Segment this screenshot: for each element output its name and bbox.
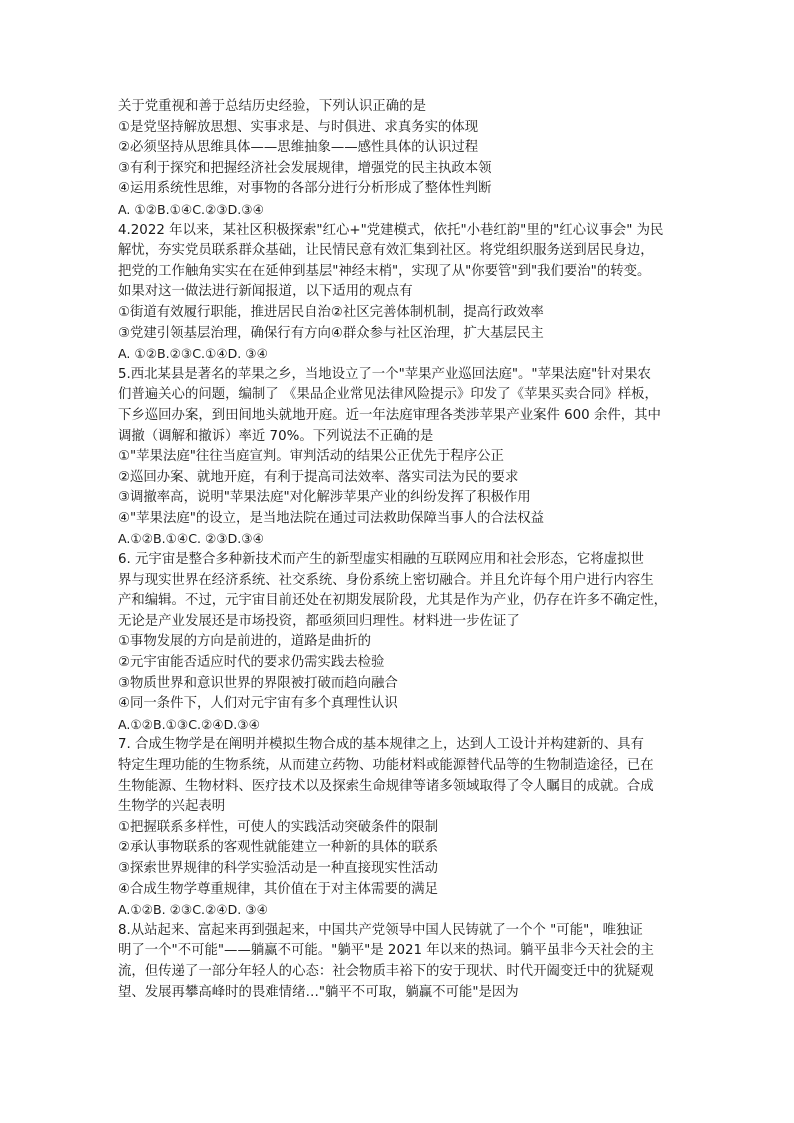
text-line: 明了一个"不可能"——躺赢不可能。"躺平"是 2021 年以来的热词。躺平虽非今天社会的主 xyxy=(118,943,654,959)
text-line: 流，但传递了一部分年轻人的心态：社会物质丰裕下的安于现状、时代开阖变迁中的犹疑观 xyxy=(118,963,654,979)
text-line: 解忧，夯实党员联系群众基础，让民情民意有效汇集到社区。将党组织服务送到居民身边， xyxy=(118,243,654,259)
option-statement: ②元宇宙能否适应时代的要求仍需实践去检验 xyxy=(118,655,385,671)
question-5: 5.西北某县是著名的苹果之乡，当地设立了一个"苹果产业巡回法庭"。"苹果法庭"针对果农 xyxy=(118,366,651,382)
text-line: 生物能源、生物材料、医疗技术以及探索生命规律等诸多领域取得了令人瞩目的成就。合成 xyxy=(118,778,654,794)
text-line: 无论是产业发展还是市场投资，都亟须回归理性。材料进一步佐证了 xyxy=(118,613,520,629)
text-line: 特定生理功能的生物系统，从而建立药物、功能材料或能源替代品等的生物制造途径，已在 xyxy=(118,758,654,773)
text-line: 望、发展再攀高峰时的畏难情绪…"躺平不可取，躺赢不可能"是因为 xyxy=(118,984,519,1000)
answer-choices: A.①②B.①④C. ②③D.③④ xyxy=(118,531,264,547)
answer-choices: A.①②B.①③C.②④D.③④ xyxy=(118,716,260,732)
text-line: 产和编辑。不过，元宇宙目前还处在初期发展阶段，尤其是作为产业，仍存在许多不确定性， xyxy=(118,593,668,609)
text-line: 们普遍关心的问题，编制了 《果品企业常见法律风险提示》印发了《苹果买卖合同》样板， xyxy=(118,387,658,403)
question-6: 6. 元宇宙是整合多种新技术而产生的新型虚实相融的互联网应用和社会形态，它将虚拟世 xyxy=(118,552,644,568)
option-statement: ①"苹果法庭"往往当庭宣判。审判活动的结果公正优先于程序公正 xyxy=(118,449,504,465)
question-8: 8.从站起来、富起来再到强起来，中国共产党领导中国人民铸就了一个个 "可能"，唯独证 xyxy=(118,922,643,938)
option-statement: ③物质世界和意识世界的界限被打破而趋向融合 xyxy=(118,675,398,691)
option-statement: ①事物发展的方向是前进的，道路是曲折的 xyxy=(118,634,372,650)
answer-choices: A.①②B. ②③C.②④D. ③④ xyxy=(118,902,268,918)
text-line: 如果对这一做法进行新闻报道，以下适用的观点有 xyxy=(118,284,413,300)
question-4: 4.2022 年以来，某社区积极探索"红心+"党建模式，依托"小巷红韵"里的"红心议事会" 为民 xyxy=(118,222,664,238)
option-statement: ①是党坚持解放思想、实事求是、与时俱进、求真务实的体现 xyxy=(118,119,479,135)
option-statement: ④合成生物学尊重规律，其价值在于对主体需要的满足 xyxy=(118,881,438,897)
option-statement: ①街道有效履行职能，推进居民自治②社区完善体制机制，提高行政效率 xyxy=(118,304,544,320)
text-line: 下乡巡回办案，到田间地头就地开庭。近一年法庭审理各类涉苹果产业案件 600 余件，其中 xyxy=(118,407,661,423)
option-statement: ④运用系统性思维，对事物的各部分进行分析形成了整体性判断 xyxy=(118,181,492,197)
option-statement: ③调撤率高，说明"苹果法庭"对化解涉苹果产业的纠纷发挥了积极作用 xyxy=(118,490,531,506)
answer-choices: A. ①②B.②③C.①④D. ③④ xyxy=(118,346,268,362)
option-statement: ②巡回办案、就地开庭，有利于提高司法效率、落实司法为民的要求 xyxy=(118,469,519,485)
text-line: 生物学的兴起表明 xyxy=(118,799,226,815)
option-statement: ①把握联系多样性，可使人的实践活动突破条件的限制 xyxy=(118,819,438,835)
option-statement: ④同一条件下，人们对元宇宙有多个真理性认识 xyxy=(118,696,398,712)
option-statement: ③党建引领基层治理，确保行有方向④群众参与社区治理，扩大基层民主 xyxy=(118,325,544,341)
exam-page xyxy=(118,97,678,1003)
text-line: 界与现实世界在经济系统、社交系统、身份系统上密切融合。并且允许每个用户进行内容生 xyxy=(118,572,654,588)
option-statement: ②承认事物联系的客观性就能建立一种新的具体的联系 xyxy=(118,840,438,856)
text-line: 关于党重视和善于总结历史经验，下列认识正确的是 xyxy=(118,99,426,114)
option-statement: ③探索世界规律的科学实验活动是一种直接现实性活动 xyxy=(118,860,438,876)
text-line: 把党的工作触角实实在在延伸到基层"神经末梢"，实现了从"你要管"到"我们要治"的转变。 xyxy=(118,263,651,279)
text-line: 调撤（调解和撤诉）率近 70%。下列说法不正确的是 xyxy=(118,428,434,444)
option-statement: ②必须坚持从思维具体——思维抽象——感性具体的认识过程 xyxy=(118,140,479,156)
question-7: 7. 合成生物学是在阐明并模拟生物合成的基本规律之上，达到人工设计并构建新的、具有 xyxy=(118,737,644,753)
option-statement: ④"苹果法庭"的设立，是当地法院在通过司法救助保障当事人的合法权益 xyxy=(118,510,545,526)
answer-choices: A. ①②B.①④C.②③D.③④ xyxy=(118,201,264,217)
option-statement: ③有利于探究和把握经济社会发展规律，增强党的民主执政本领 xyxy=(118,160,492,176)
